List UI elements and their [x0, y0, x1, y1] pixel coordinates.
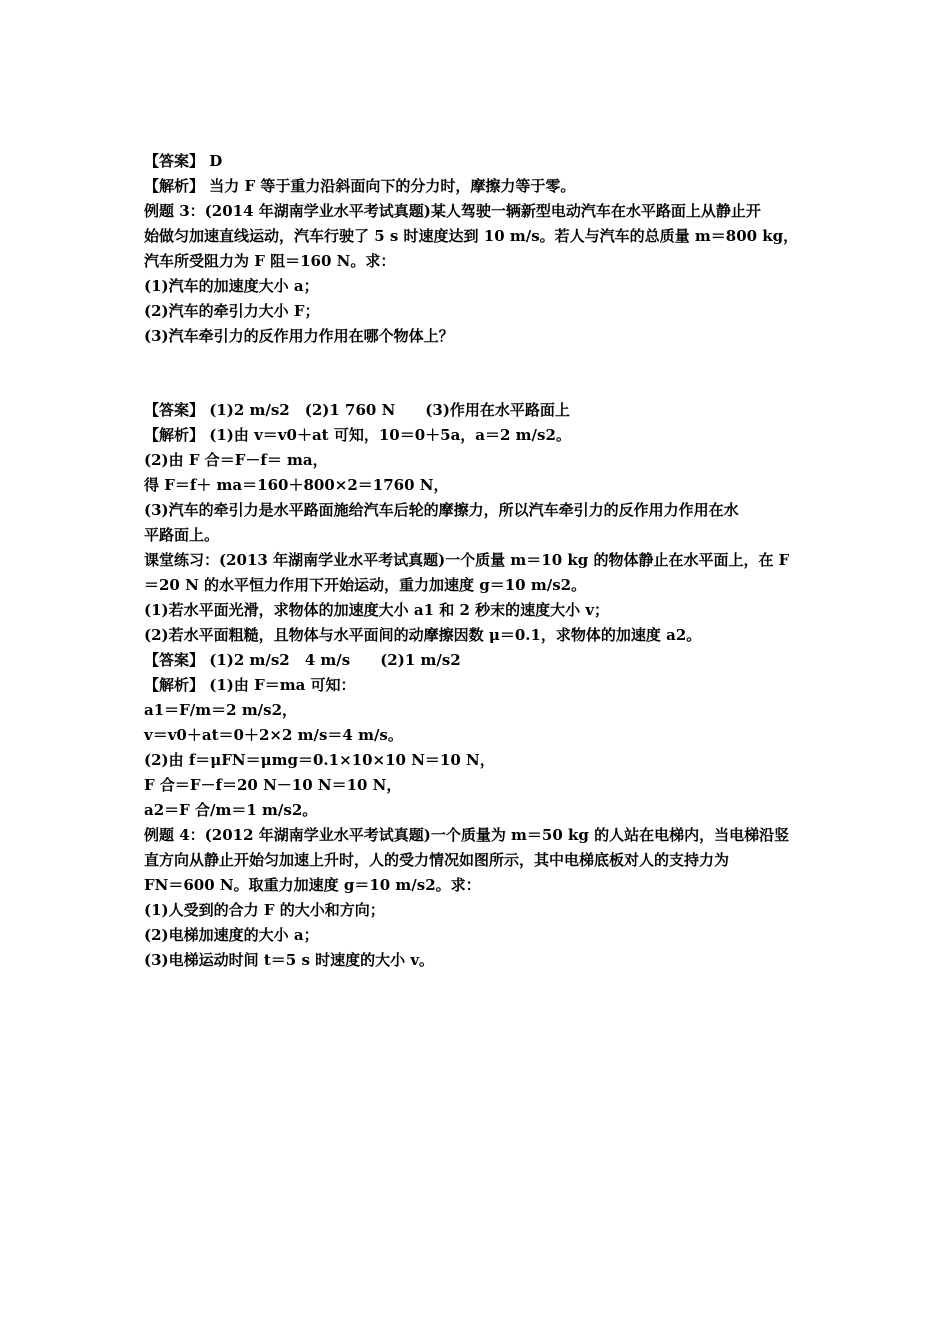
text-line: 【答案】 (1)2 m/s2 4 m/s (2)1 m/s2	[144, 651, 461, 669]
text-line: (2)由 f＝μFN＝μmg＝0.1×10×10 N＝10 N，	[144, 751, 495, 769]
text-line: (3)汽车的牵引力是水平路面施给汽车后轮的摩擦力，所以汽车牵引力的反作用力作用在水	[144, 501, 739, 519]
text-line: 直方向从静止开始匀加速上升时，人的受力情况如图所示，其中电梯底板对人的支持力为	[144, 851, 730, 869]
text-line: 始做匀加速直线运动，汽车行驶了 5 s 时速度达到 10 m/s。若人与汽车的总质量 m＝800 kg，	[144, 227, 799, 245]
text-line: (3)电梯运动时间 t＝5 s 时速度的大小 v。	[144, 951, 435, 969]
text-line: 【解析】 当力 F 等于重力沿斜面向下的分力时，摩擦力等于零。	[144, 177, 576, 195]
text-line: (3)汽车牵引力的反作用力作用在哪个物体上？	[144, 327, 454, 345]
text-line: F 合＝F－f＝20 N－10 N＝10 N，	[144, 776, 402, 794]
text-line: FN＝600 N。取重力加速度 g＝10 m/s2。求：	[144, 876, 481, 894]
text-line: 汽车所受阻力为 F 阻＝160 N。求：	[144, 252, 396, 270]
text-line: 课堂练习：(2013 年湖南学业水平考试真题)一个质量 m＝10 kg 的物体静止在水平面上，在 F	[144, 551, 790, 569]
text-line: (1)若水平面光滑，求物体的加速度大小 a1 和 2 秒末的速度大小 v；	[144, 601, 610, 619]
text-line: (1)汽车的加速度大小 a；	[144, 277, 319, 295]
text-line: v＝v0＋at＝0＋2×2 m/s＝4 m/s。	[144, 726, 403, 744]
text-line: 【答案】 D	[144, 152, 223, 170]
text-line: (2)汽车的牵引力大小 F；	[144, 302, 320, 320]
text-line: 例题 3：(2014 年湖南学业水平考试真题)某人驾驶一辆新型电动汽车在水平路面上从静止开	[144, 202, 761, 220]
text-line: (2)由 F 合＝F－f＝ ma，	[144, 451, 328, 469]
text-line: 【答案】 (1)2 m/s2 (2)1 760 N (3)作用在水平路面上	[144, 401, 570, 419]
text-line: (2)若水平面粗糙，且物体与水平面间的动摩擦因数 μ＝0.1，求物体的加速度 a2。	[144, 626, 702, 644]
text-line: (2)电梯加速度的大小 a；	[144, 926, 319, 944]
text-line: 【解析】 (1)由 v＝v0＋at 可知，10＝0＋5a，a＝2 m/s2。	[144, 426, 571, 444]
text-line: (1)人受到的合力 F 的大小和方向；	[144, 901, 385, 919]
text-line: 【解析】 (1)由 F＝ma 可知：	[144, 676, 356, 694]
text-line: a1＝F/m＝2 m/s2，	[144, 701, 298, 719]
text-line: 得 F＝f＋ ma＝160＋800×2＝1760 N，	[144, 476, 449, 494]
text-line: a2＝F 合/m＝1 m/s2。	[144, 801, 318, 819]
text-line: ＝20 N 的水平恒力作用下开始运动，重力加速度 g＝10 m/s2。	[144, 576, 587, 594]
text-line: 例题 4：(2012 年湖南学业水平考试真题)一个质量为 m＝50 kg 的人站在电梯内，当电梯沿竖	[144, 826, 790, 844]
text-line: 平路面上。	[144, 526, 220, 544]
